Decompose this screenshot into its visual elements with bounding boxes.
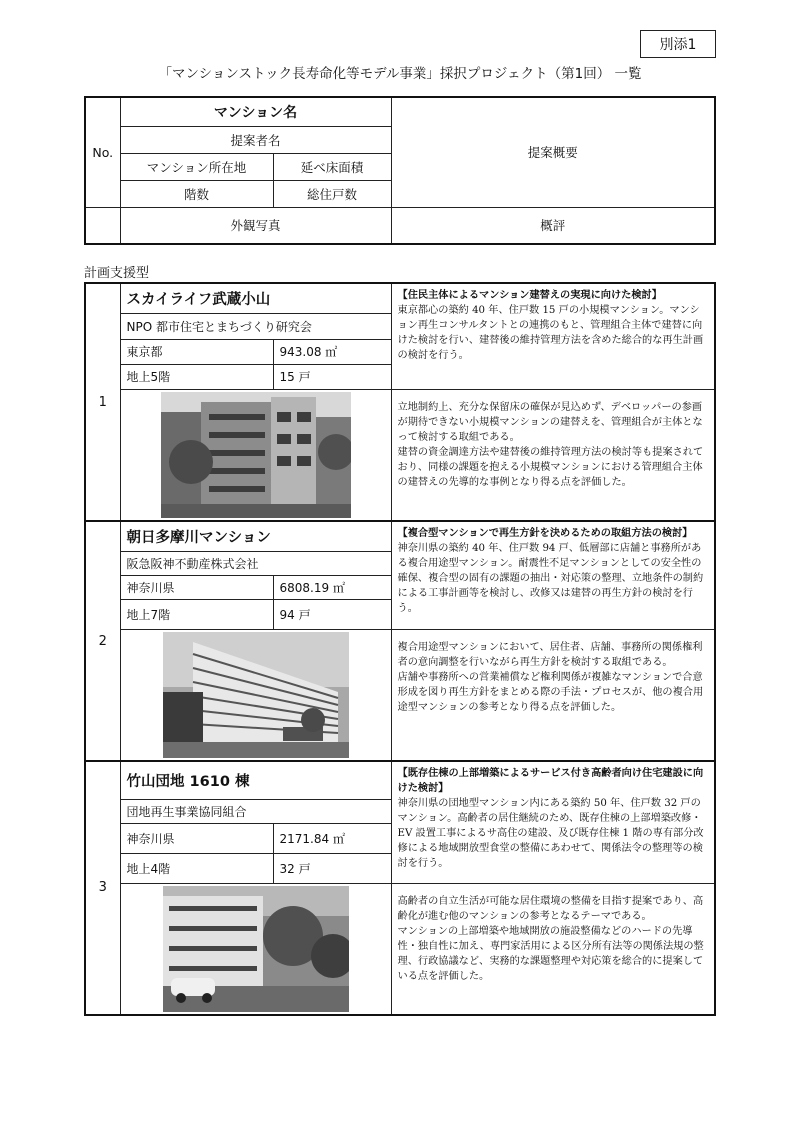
building-photo (163, 886, 349, 1012)
summary-heading: 【既存住棟の上部増築によるサービス付き高齢者向け住宅建設に向けた検討】 (397, 768, 704, 794)
project-proposer: NPO 都市住宅とまちづくり研究会 (120, 313, 391, 339)
header-location: マンション所在地 (120, 153, 273, 180)
review-paragraph: 高齢者の自立生活が可能な居住環境の整備を目指す提案であり、高齢化が進む他のマンションの参考となるテーマである。 (397, 895, 704, 922)
summary-body: 東京都心の築約 40 年、住戸数 15 戸の小規模マンション。マンション再生コンサルタントとの連携のもと、管理組合主体で建替に向けた検討を行い、建替後の維持管理方法を含めた総合的な再生計画の検討を行う。 (397, 305, 704, 361)
project-review (391, 883, 715, 1015)
project-photo (120, 389, 391, 521)
summary-body: 神奈川県の築約 40 年、住戸数 94 戸、低層部に店舗と事務所がある複合用途型マンション。耐震性不足マンションとしての安全性の確保、複合型の固有の課題の抽出・対応策の整理、立地条件の制約による工事計画等を検討し、改修又は建替の再生方針の検討を行う。 (397, 543, 704, 614)
header-table (84, 96, 716, 245)
project-area: 943.08 ㎡ (273, 339, 391, 364)
project-location: 神奈川県 (120, 575, 273, 599)
project-row (85, 521, 715, 551)
project-floors: 地上4階 (120, 853, 273, 883)
project-summary (391, 283, 715, 389)
review-paragraph: 建替の資金調達方法や建替後の維持管理方法の検討等も提案されており、同様の課題を抱える小規模マンションにおける管理組合主体の建替えの先導的な事例となり得る点を評価した。 (397, 446, 704, 488)
project-no: 1 (85, 283, 120, 521)
header-mansion-name: マンション名 (120, 97, 391, 126)
header-floors: 階数 (120, 180, 273, 207)
header-review: 概評 (391, 207, 715, 244)
project-units: 94 戸 (273, 599, 391, 629)
project-area: 6808.19 ㎡ (273, 575, 391, 599)
project-photo (120, 629, 391, 761)
project-review (391, 629, 715, 761)
project-area: 2171.84 ㎡ (273, 823, 391, 853)
project-name: 竹山団地 1610 棟 (120, 761, 391, 799)
summary-body: 神奈川県の団地型マンション内にある築約 50 年、住戸数 32 戸のマンション。高齢者の居住継続のため、既存住棟の上部増築改修・EV 設置工事によるサ高住の建設、及び既存住棟 1 階の専有部分改修による地域開放型食堂の整備にあわせて、関係法令の整理等の検討を行う。 (397, 798, 704, 869)
review-paragraph: マンションの上部増築や地域開放の施設整備などのハードの先導性・独自性に加え、専門家活用による区分所有法等の関係法規の整理、行政協議など、実務的な課題整理や対応策を総合的に提案している点を評価した。 (397, 925, 704, 982)
project-name: スカイライフ武蔵小山 (120, 283, 391, 313)
header-photo: 外観写真 (120, 207, 391, 244)
project-proposer: 阪急阪神不動産株式会社 (120, 551, 391, 575)
project-floors: 地上7階 (120, 599, 273, 629)
project-summary (391, 521, 715, 629)
page-title: 「マンションストック長寿命化等モデル事業」採択プロジェクト（第1回） 一覧 (158, 66, 642, 82)
project-no: 3 (85, 761, 120, 1015)
header-units: 総住戸数 (273, 180, 391, 207)
project-proposer: 団地再生事業協同組合 (120, 799, 391, 823)
project-photo (120, 883, 391, 1015)
project-row (85, 283, 715, 313)
header-no: No. (85, 97, 120, 207)
project-no: 2 (85, 521, 120, 761)
building-photo (161, 392, 351, 518)
projects-table (84, 282, 716, 1016)
project-units: 32 戸 (273, 853, 391, 883)
summary-heading: 【複合型マンションで再生方針を決めるための取組方法の検討】 (397, 528, 693, 539)
project-summary (391, 761, 715, 883)
project-review (391, 389, 715, 521)
header-floor-area: 延べ床面積 (273, 153, 391, 180)
attachment-label: 別添1 (640, 30, 716, 58)
summary-heading: 【住民主体によるマンション建替えの実現に向けた検討】 (397, 290, 662, 301)
header-proposer: 提案者名 (120, 126, 391, 153)
review-paragraph: 店舗や事務所への営業補償など権利関係が複雑なマンションで合意形成を図り再生方針をまとめる際の手法・プロセスが、他の複合用途型マンションの参考となり得る点を評価した。 (397, 671, 704, 713)
review-paragraph: 立地制約上、充分な保留床の確保が見込めず、デベロッパーの参画が期待できない小規模マンションの建替えを、管理組合が主体となって検討する取組である。 (397, 401, 703, 443)
header-summary: 提案概要 (391, 97, 715, 207)
project-location: 東京都 (120, 339, 273, 364)
project-location: 神奈川県 (120, 823, 273, 853)
project-floors: 地上5階 (120, 364, 273, 389)
section-label: 計画支援型 (84, 266, 150, 281)
review-paragraph: 複合用途型マンションにおいて、居住者、店舗、事務所の関係権利者の意向調整を行いながら再生方針を検討する取組である。 (397, 641, 703, 668)
project-row (85, 761, 715, 799)
project-units: 15 戸 (273, 364, 391, 389)
project-name: 朝日多摩川マンション (120, 521, 391, 551)
building-photo (163, 632, 349, 758)
